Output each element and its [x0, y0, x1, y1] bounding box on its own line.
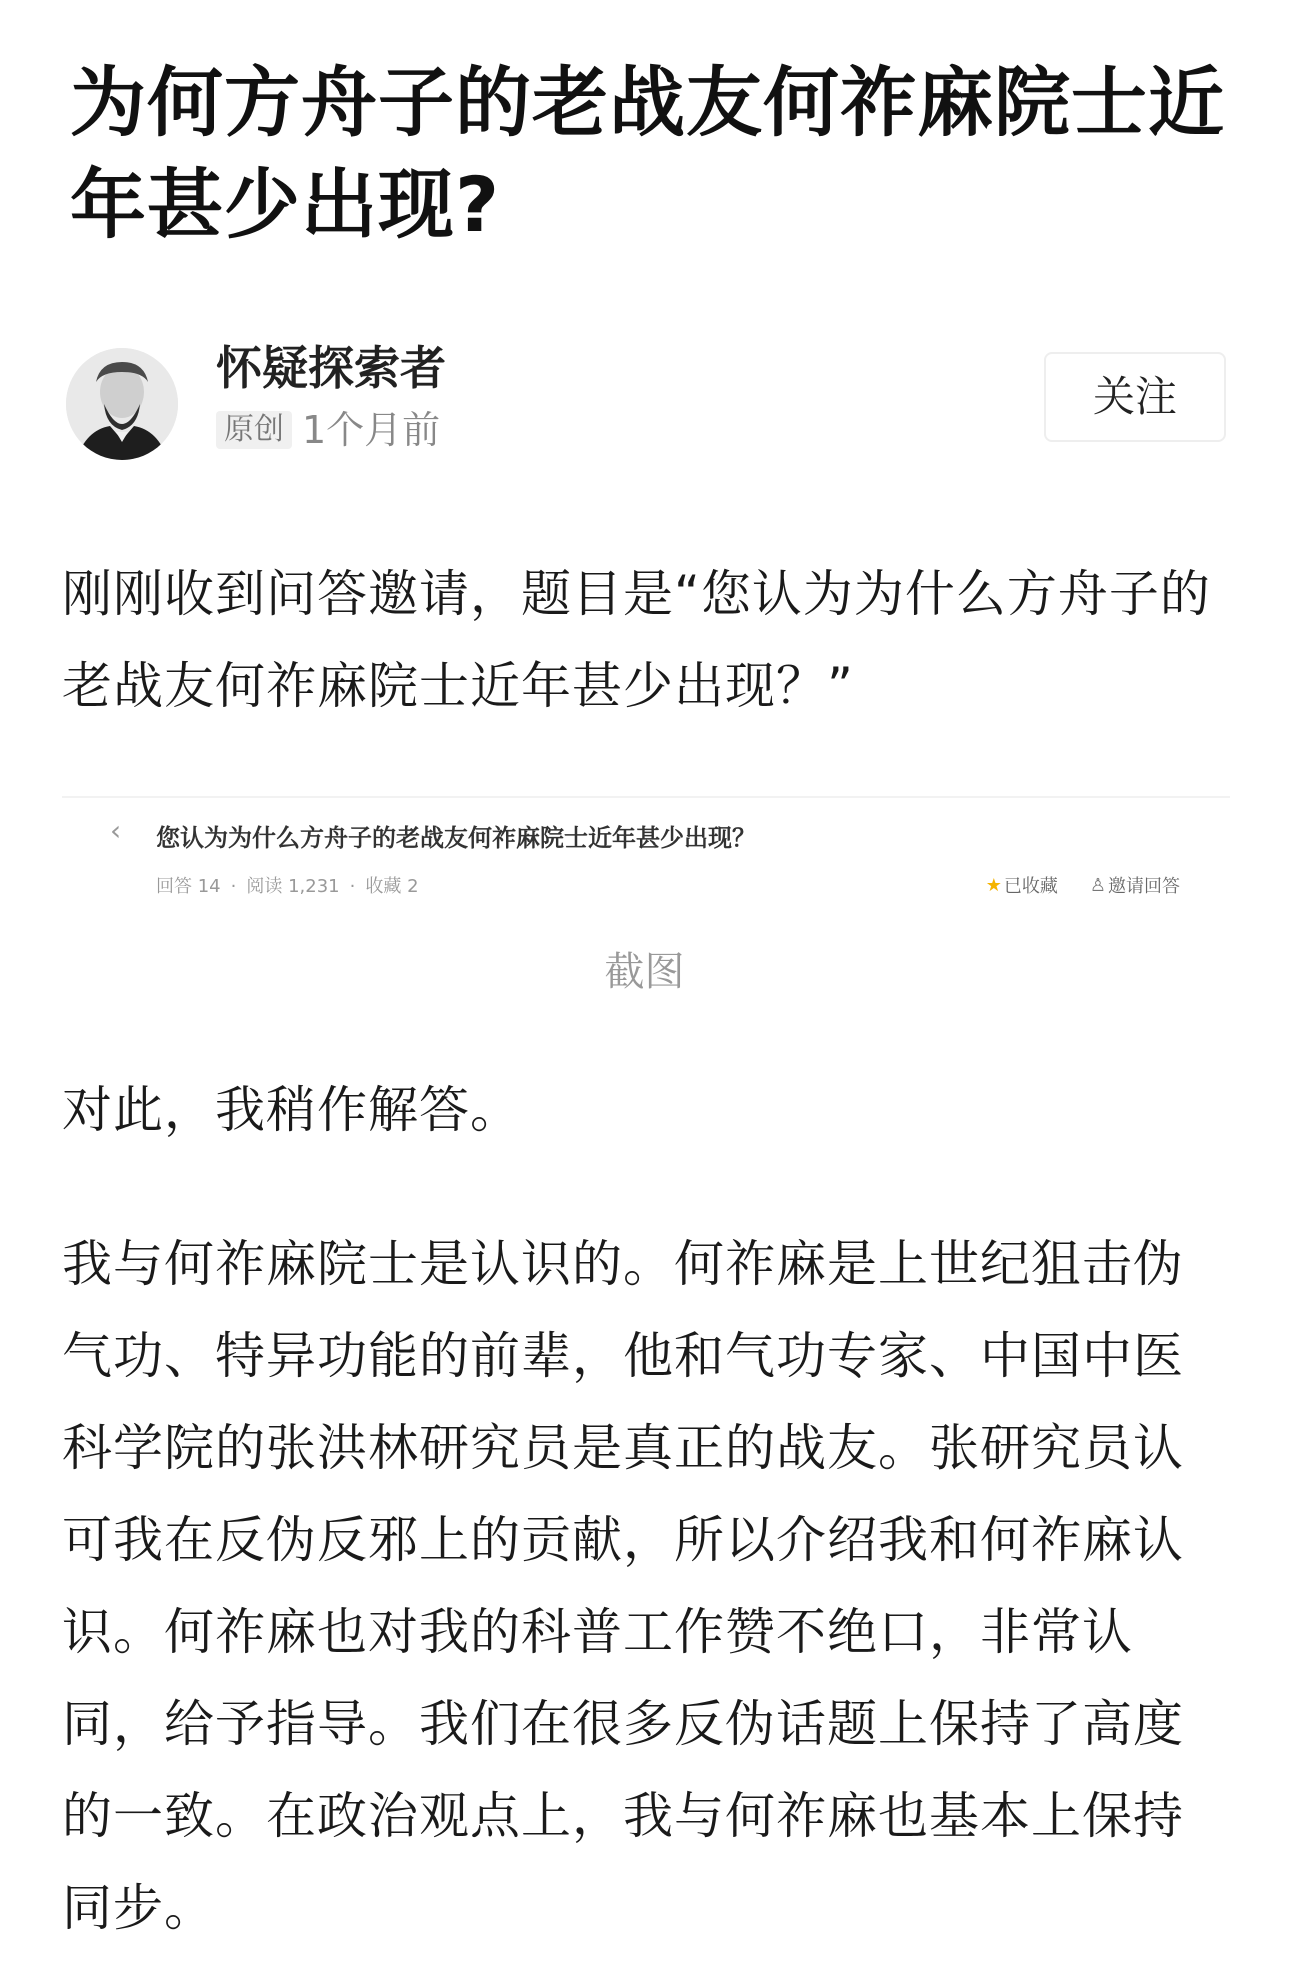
screenshot-stats	[156, 872, 419, 898]
reads-count: 阅读 1,231	[246, 876, 340, 897]
stat-separator: ·	[230, 876, 237, 897]
author-row	[66, 340, 1226, 460]
paragraph: 刚刚收到问答邀请，题目是“您认为为什么方舟子的老战友何祚麻院士近年甚少出现？”	[62, 565, 1211, 715]
question-screenshot	[62, 796, 1230, 918]
person-icon: ♙	[1089, 874, 1106, 896]
stat-separator: ·	[349, 876, 356, 897]
paragraph: 对此，我稍作解答。	[62, 1081, 521, 1139]
chevron-left-icon: ‹	[110, 814, 122, 847]
article-title: 为何方舟子的老战友何祚麻院士近年甚少出现?	[70, 58, 1225, 249]
portrait-icon	[66, 348, 178, 460]
author-name[interactable]: 怀疑探索者	[216, 341, 446, 395]
original-badge: 原创	[216, 411, 292, 449]
answers-count: 回答 14	[156, 876, 221, 897]
favorites-count: 收藏 2	[365, 876, 419, 897]
star-icon: ★	[985, 874, 1002, 896]
saved-label: 已收藏	[1003, 876, 1058, 897]
paragraph: 我与何祚麻院士是认识的。何祚麻是上世纪狙击伪气功、特异功能的前辈，他和气功专家、中国中医科学院的张洪林研究员是真正的战友。张研究员认可我在反伪反邪上的贡献，所以介绍我和何祚麻认识。何祚麻也对我的科普工作赞不绝口，非常认同，给予指导。我们在很多反伪话题上保持了高度的一致。在政治观点上，我与何祚麻也基本上保持同步。	[62, 1235, 1184, 1937]
screenshot-question: 您认为为什么方舟子的老战友何祚麻院士近年甚少出现？	[156, 824, 756, 852]
image-caption: 截图	[604, 949, 685, 995]
screenshot-actions	[986, 872, 1180, 898]
post-time: 1个月前	[302, 408, 441, 452]
author-meta	[216, 408, 440, 452]
follow-button[interactable]: 关注	[1044, 352, 1226, 442]
author-avatar[interactable]	[66, 348, 178, 460]
invite-label: 邀请回答	[1108, 876, 1180, 897]
